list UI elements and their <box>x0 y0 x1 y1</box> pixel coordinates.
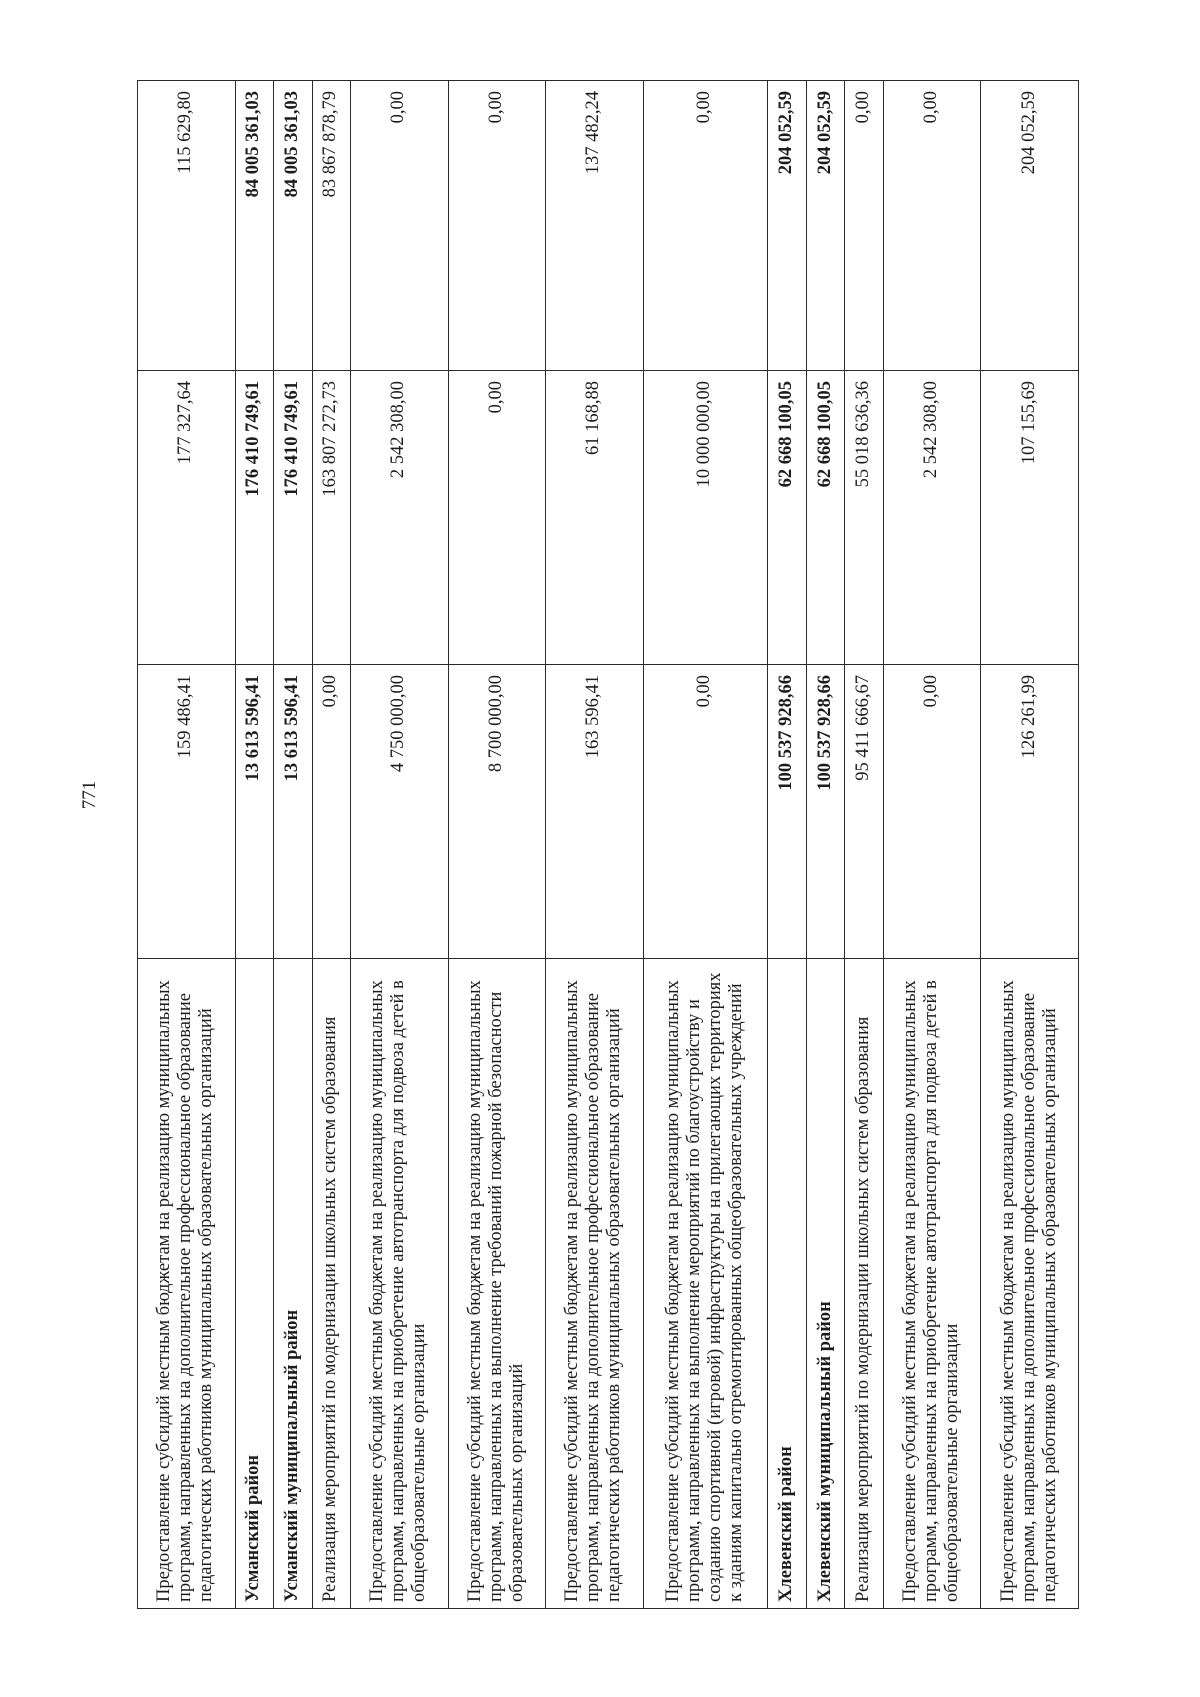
table-row <box>768 81 807 1609</box>
row-value-1: 159 486,41 <box>138 665 236 959</box>
row-value-1: 95 411 666,67 <box>845 665 884 959</box>
row-value-1: 13 613 596,41 <box>274 665 313 959</box>
row-value-2: 2 542 308,00 <box>351 371 449 665</box>
table-row <box>883 81 981 1609</box>
row-value-2: 55 018 636,36 <box>845 371 884 665</box>
row-name: Усманский муниципальный район <box>274 959 313 1609</box>
table-row <box>546 81 644 1609</box>
row-value-1: 0,00 <box>883 665 981 959</box>
row-value-3: 137 482,24 <box>546 81 644 371</box>
row-value-2: 107 155,69 <box>981 371 1079 665</box>
budget-table <box>137 80 1079 1609</box>
row-value-2: 62 668 100,05 <box>806 371 845 665</box>
table-row <box>351 81 449 1609</box>
row-value-1: 0,00 <box>312 665 351 959</box>
row-value-2: 2 542 308,00 <box>883 371 981 665</box>
row-value-3: 204 052,59 <box>806 81 845 371</box>
row-value-1: 126 261,99 <box>981 665 1079 959</box>
table-row <box>312 81 351 1609</box>
row-name: Хлевенский муниципальный район <box>806 959 845 1609</box>
row-value-1: 0,00 <box>643 665 768 959</box>
table-row <box>806 81 845 1609</box>
row-value-1: 4 750 000,00 <box>351 665 449 959</box>
row-name: Предоставление субсидий местным бюджетам на реализацию муниципальных программ, направленных на дополнительное профессиональное образование педагогических работников муниципальных образовательных организаций <box>546 959 644 1609</box>
row-value-2: 0,00 <box>448 371 546 665</box>
row-name: Хлевенский район <box>768 959 807 1609</box>
row-value-2: 62 668 100,05 <box>768 371 807 665</box>
row-value-2: 163 807 272,73 <box>312 371 351 665</box>
rotated-table-wrapper <box>137 81 1079 1609</box>
row-value-3: 84 005 361,03 <box>274 81 313 371</box>
row-name: Предоставление субсидий местным бюджетам на реализацию муниципальных программ, направленных на выполнение требований пожарной безопасности образовательных организаций <box>448 959 546 1609</box>
table-row <box>235 81 274 1609</box>
row-value-3: 0,00 <box>351 81 449 371</box>
row-value-3: 0,00 <box>643 81 768 371</box>
row-value-1: 13 613 596,41 <box>235 665 274 959</box>
row-value-3: 115 629,80 <box>138 81 236 371</box>
table-row <box>981 81 1079 1609</box>
page-number: 771 <box>79 780 100 810</box>
row-value-3: 0,00 <box>448 81 546 371</box>
row-value-1: 8 700 000,00 <box>448 665 546 959</box>
row-value-2: 61 168,88 <box>546 371 644 665</box>
row-value-3: 204 052,59 <box>768 81 807 371</box>
row-value-2: 176 410 749,61 <box>235 371 274 665</box>
row-name: Реализация мероприятий по модернизации школьных систем образования <box>312 959 351 1609</box>
row-name: Предоставление субсидий местным бюджетам на реализацию муниципальных программ, направленных на дополнительное профессиональное образование педагогических работников муниципальных образовательных организаций <box>138 959 236 1609</box>
row-value-2: 10 000 000,00 <box>643 371 768 665</box>
row-value-1: 100 537 928,66 <box>768 665 807 959</box>
row-value-2: 177 327,64 <box>138 371 236 665</box>
table-row <box>845 81 884 1609</box>
table-row <box>448 81 546 1609</box>
row-name: Предоставление субсидий местным бюджетам на реализацию муниципальных программ, направленных на дополнительное профессиональное образование педагогических работников муниципальных образовательных организаций <box>981 959 1079 1609</box>
row-name: Реализация мероприятий по модернизации школьных систем образования <box>845 959 884 1609</box>
row-value-3: 83 867 878,79 <box>312 81 351 371</box>
row-value-3: 84 005 361,03 <box>235 81 274 371</box>
table-row <box>643 81 768 1609</box>
row-name: Предоставление субсидий местным бюджетам на реализацию муниципальных программ, направленных на приобретение автотранспорта для подвоза детей в общеобразовательные организации <box>351 959 449 1609</box>
row-value-1: 163 596,41 <box>546 665 644 959</box>
row-value-3: 0,00 <box>845 81 884 371</box>
row-value-1: 100 537 928,66 <box>806 665 845 959</box>
table-row <box>138 81 236 1609</box>
row-value-3: 0,00 <box>883 81 981 371</box>
row-value-3: 204 052,59 <box>981 81 1079 371</box>
row-name: Усманский район <box>235 959 274 1609</box>
row-value-2: 176 410 749,61 <box>274 371 313 665</box>
row-name: Предоставление субсидий местным бюджетам на реализацию муниципальных программ, направленных на выполнение мероприятий по благоустройству и созданию спортивной (игровой) инфраструктуры на прилегающих территориях к зданиям капитально отремонтированных общеобразовательных учреждений <box>643 959 768 1609</box>
table-row <box>274 81 313 1609</box>
row-name: Предоставление субсидий местным бюджетам на реализацию муниципальных программ, направленных на приобретение автотранспорта для подвоза детей в общеобразовательные организации <box>883 959 981 1609</box>
